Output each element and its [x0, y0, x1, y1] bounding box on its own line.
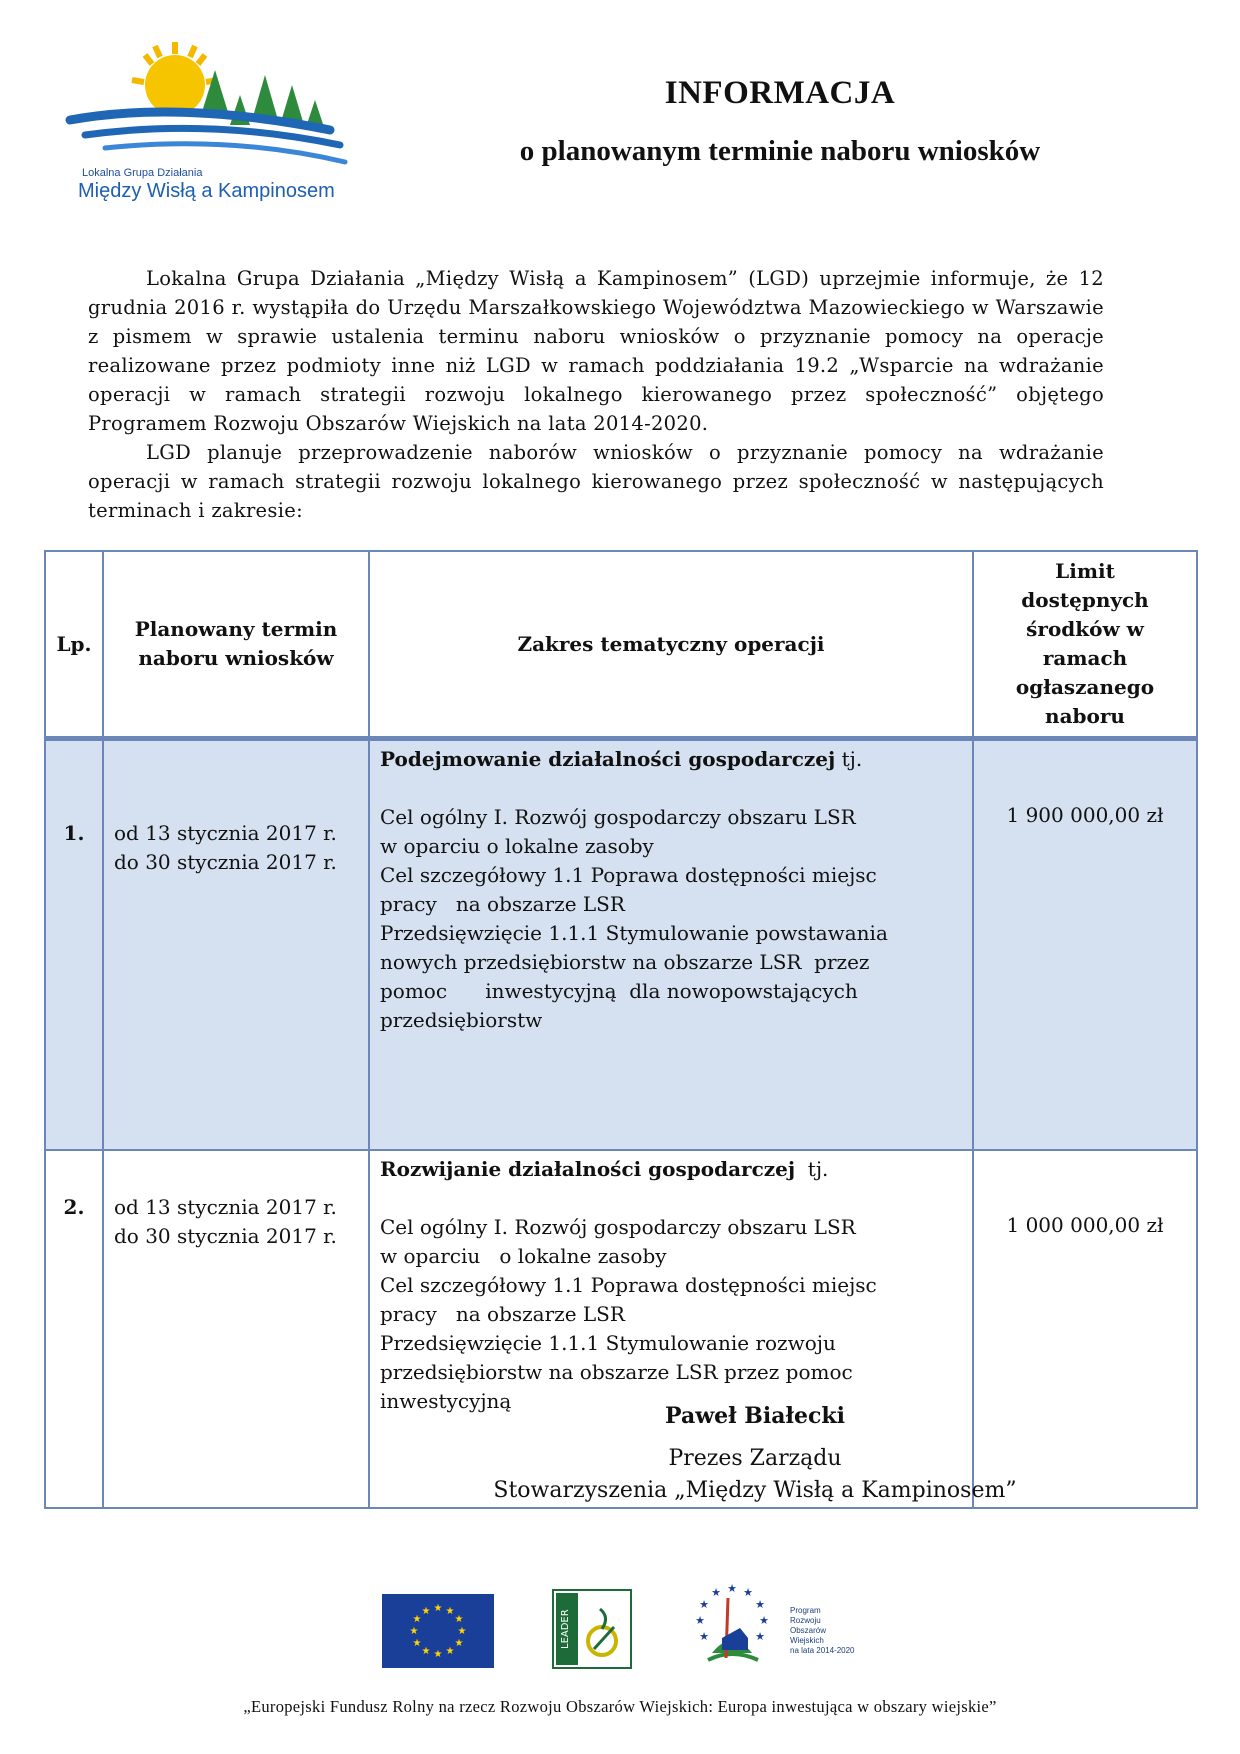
- svg-text:★: ★: [454, 1614, 464, 1625]
- intro-paragraph-1-text: Lokalna Grupa Działania „Między Wisłą a Kampinosem” (LGD) uprzejmie informuje, że 12 grudnia 2016 r. wystąpiła do Urzędu Marszałkowskiego Województwa Mazowieckiego w Warszawie z pismem w sprawie ustalenia terminu naboru wniosków o przyznanie pomocy na operacje realizowane przez podmioty inne niż LGD w ramach poddziałania 19.2 „Wsparcie na wdrażanie operacji w ramach strategii rozwoju lokalnego kierowanego przez społeczność” objętego Programem Rozwoju Obszarów Wiejskich na lata 2014-2020.: [88, 267, 1104, 435]
- footer-text: „Europejski Fundusz Rolny na rzecz Rozwoju Obszarów Wiejskich: Europa inwestująca w obszary wiejskie”: [243, 1697, 997, 1716]
- header-lp: Lp.: [45, 551, 103, 739]
- row-lp: 2.: [45, 1150, 103, 1508]
- lgd-logo-graphic: [60, 40, 390, 170]
- svg-text:★: ★: [457, 1626, 467, 1637]
- term-from: od 13 stycznia 2017 r.: [114, 821, 337, 845]
- signature-name: Paweł Białecki: [665, 1403, 845, 1429]
- row-scope: [369, 739, 973, 1151]
- svg-text:★: ★: [421, 1646, 431, 1657]
- svg-text:★: ★: [421, 1606, 431, 1617]
- term-from: od 13 stycznia 2017 r.: [114, 1195, 337, 1219]
- scope-line: przedsiębiorstw: [380, 1008, 543, 1032]
- page-subtitle: o planowanym terminie naboru wniosków: [519, 135, 1041, 167]
- logo-small-text: Lokalna Grupa Działania: [82, 167, 203, 179]
- table-header-row: [45, 551, 1197, 739]
- svg-text:★: ★: [699, 1598, 709, 1611]
- header-scope: Zakres tematyczny operacji: [369, 551, 973, 739]
- term-to: do 30 stycznia 2017 r.: [114, 1224, 337, 1248]
- scope-line: w oparciu o lokalne zasoby: [380, 834, 654, 858]
- intro-paragraph-2: [88, 438, 1104, 525]
- svg-text:★: ★: [711, 1586, 721, 1599]
- scope-line: Przedsięwzięcie 1.1.1 Stymulowanie powstawania: [380, 921, 888, 945]
- scope-title: Rozwijanie działalności gospodarczej: [380, 1157, 796, 1181]
- scope-line: pracy na obszarze LSR: [380, 1302, 625, 1326]
- leader-logo: [552, 1589, 632, 1669]
- recruitment-table: [44, 550, 1198, 1509]
- svg-text:★: ★: [445, 1606, 455, 1617]
- row-term: [103, 739, 369, 1151]
- prow-text: Program Rozwoju Obszarów Wiejskich na lata 2014-2020: [790, 1606, 855, 1655]
- scope-suffix: tj.: [795, 1157, 829, 1181]
- scope-line: inwestycyjną: [380, 1389, 512, 1413]
- logo-big-text: Między Wisłą a Kampinosem: [78, 180, 335, 202]
- svg-text:★: ★: [727, 1582, 737, 1595]
- svg-text:★: ★: [412, 1638, 422, 1649]
- scope-line: Cel ogólny I. Rozwój gospodarczy obszaru LSR: [380, 805, 856, 829]
- table-row: [45, 739, 1197, 1151]
- scope-suffix: tj.: [835, 747, 863, 771]
- scope-line: przedsiębiorstw na obszarze LSR przez pomoc: [380, 1360, 853, 1384]
- header-term: Planowany termin naboru wniosków: [103, 551, 369, 739]
- signature-organization: Stowarzyszenia „Między Wisłą a Kampinosem”: [493, 1478, 1017, 1503]
- signature-role: Prezes Zarządu: [668, 1446, 842, 1471]
- scope-line: Cel szczegółowy 1.1 Poprawa dostępności miejsc: [380, 863, 877, 887]
- scope-line: Cel szczegółowy 1.1 Poprawa dostępności miejsc: [380, 1273, 877, 1297]
- svg-text:★: ★: [755, 1598, 765, 1611]
- svg-text:★: ★: [699, 1630, 709, 1643]
- svg-text:★: ★: [409, 1626, 419, 1637]
- intro-paragraph-1: [88, 264, 1104, 438]
- scope-line: w oparciu o lokalne zasoby: [380, 1244, 667, 1268]
- leader-label: LEADER: [560, 1609, 571, 1649]
- scope-line: pracy na obszarze LSR: [380, 892, 625, 916]
- term-to: do 30 stycznia 2017 r.: [114, 850, 337, 874]
- row-limit: 1 900 000,00 zł: [973, 739, 1197, 1151]
- svg-text:★: ★: [695, 1614, 705, 1627]
- svg-text:★: ★: [412, 1614, 422, 1625]
- svg-text:★: ★: [433, 1649, 443, 1660]
- scope-line: Przedsięwzięcie 1.1.1 Stymulowanie rozwoju: [380, 1331, 836, 1355]
- svg-text:★: ★: [743, 1586, 753, 1599]
- svg-text:★: ★: [759, 1614, 769, 1627]
- scope-line: Cel ogólny I. Rozwój gospodarczy obszaru LSR: [380, 1215, 856, 1239]
- row-term: [103, 1150, 369, 1508]
- eu-flag-icon: [382, 1594, 494, 1668]
- scope-line: nowych przedsiębiorstw na obszarze LSR przez: [380, 950, 870, 974]
- svg-text:★: ★: [755, 1630, 765, 1643]
- water-waves-icon: [70, 112, 345, 162]
- page-title: INFORMACJA: [664, 75, 896, 111]
- header-limit: Limit dostępnych środków w ramach ogłaszanego naboru: [973, 551, 1197, 739]
- row-lp: 1.: [45, 739, 103, 1151]
- svg-text:★: ★: [445, 1646, 455, 1657]
- intro-paragraph-2-text: LGD planuje przeprowadzenie naborów wniosków o przyznanie pomocy na wdrażanie operacji w ramach strategii rozwoju lokalnego kierowanego przez społeczność w następujących terminach i zakresie:: [88, 441, 1104, 522]
- scope-title: Podejmowanie działalności gospodarczej: [380, 747, 836, 771]
- row-limit: 1 000 000,00 zł: [973, 1150, 1197, 1508]
- svg-text:★: ★: [433, 1603, 443, 1614]
- scope-line: pomoc inwestycyjną dla nowopowstających: [380, 979, 858, 1003]
- svg-text:★: ★: [454, 1638, 464, 1649]
